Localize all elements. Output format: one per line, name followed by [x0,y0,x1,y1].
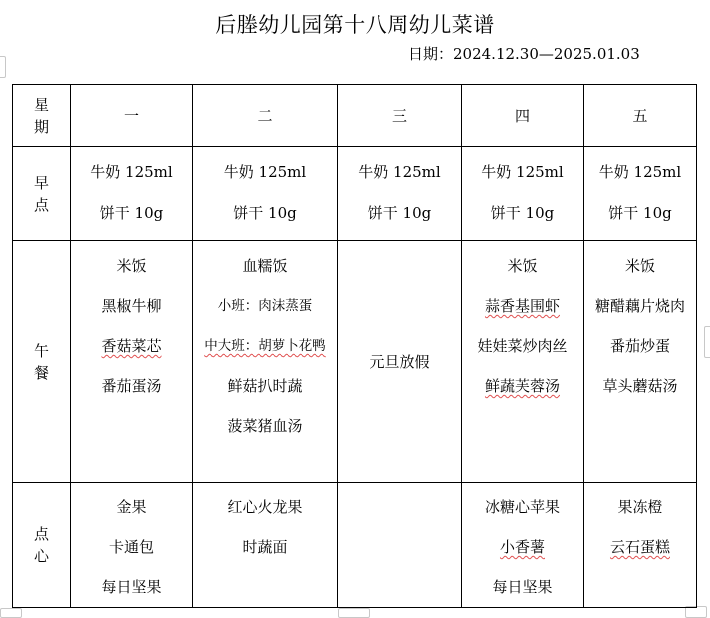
snack-cell [193,483,338,608]
menu-item: 中大班：胡萝卜花鸭 [204,338,326,354]
breakfast-cell [71,147,193,241]
day-header-text: 五 [632,107,648,125]
menu-item: 果冻橙 [617,498,663,516]
snack-cell [462,483,584,608]
menu-item: 牛奶 125ml [358,163,441,181]
breakfast-row [13,147,697,241]
menu-item: 冰糖心苹果 [484,498,560,516]
menu-item: 番茄蛋汤 [101,377,162,395]
menu-item: 牛奶 125ml [598,163,682,181]
edge-marker-left [0,56,6,78]
menu-item: 番茄炒蛋 [609,337,670,355]
menu-table [12,84,697,608]
menu-item: 米饭 [116,257,147,275]
breakfast-cell [338,147,462,241]
day-header-text: 一 [123,107,139,125]
menu-item: 卡通包 [108,538,154,556]
menu-item: 饼干 10g [99,204,164,222]
lunch-cell [193,241,338,483]
menu-item: 小班：肉沫蒸蛋 [217,298,313,314]
page-title: 后塍幼儿园第十八周幼儿菜谱 [215,13,495,37]
lunch-row [13,241,697,483]
menu-item: 牛奶 125ml [90,163,173,181]
lunch-cell [584,241,697,483]
menu-item: 饼干 10g [367,204,432,222]
row-label-breakfast [13,147,71,241]
menu-item: 饼干 10g [608,204,672,222]
menu-item: 牛奶 125ml [481,163,564,181]
snack-cell-empty [338,483,462,608]
menu-item: 鲜蔬芙蓉汤 [484,377,560,395]
holiday-note: 元旦放假 [369,353,430,371]
day-header [584,85,697,147]
row-label-snack [13,483,71,608]
row-label-lunch [13,241,71,483]
day-header [193,85,338,147]
lunch-cell [338,241,462,483]
snack-row [13,483,697,608]
weekday-header-text: 星 期 [33,95,49,136]
row-label-text: 午 餐 [33,341,49,382]
menu-item: 草头蘑菇汤 [602,377,678,395]
menu-item: 菠菜猪血汤 [227,417,303,435]
menu-item: 香菇菜芯 [101,337,162,355]
breakfast-cell [584,147,697,241]
menu-item: 蒜香基围虾 [484,297,560,315]
lunch-cell [462,241,584,483]
menu-item: 牛奶 125ml [223,163,307,181]
snack-cell [584,483,697,608]
menu-item: 每日坚果 [492,578,553,596]
day-header-text: 四 [514,107,530,125]
menu-item: 鲜菇扒时蔬 [227,377,303,395]
snack-cell [71,483,193,608]
menu-item: 云石蛋糕 [609,538,670,556]
menu-item: 黑椒牛柳 [101,297,162,315]
day-header [338,85,462,147]
menu-item: 饼干 10g [233,204,297,222]
breakfast-cell [193,147,338,241]
menu-item: 米饭 [624,257,655,275]
edge-marker-bottom-center [338,608,370,618]
row-label-text: 点 心 [33,525,49,565]
menu-item: 饼干 10g [490,204,555,222]
header-row [13,85,697,147]
day-header [462,85,584,147]
day-header [71,85,193,147]
menu-item: 红心火龙果 [227,498,303,516]
edge-marker-right [704,326,710,358]
lunch-cell [71,241,193,483]
menu-item: 米饭 [507,257,538,275]
day-header-text: 三 [391,107,407,125]
menu-item: 娃娃菜炒肉丝 [477,337,568,355]
breakfast-cell [462,147,584,241]
date-line: 日期：2024.12.30—2025.01.03 [408,45,640,63]
edge-marker-bottom-left [0,608,22,618]
menu-item: 时蔬面 [242,538,288,556]
menu-item: 金果 [116,498,147,516]
row-label-text: 早 点 [33,173,49,214]
menu-item: 小香薯 [499,538,545,556]
menu-item: 血糯饭 [242,257,288,275]
weekday-header-label [13,85,71,147]
menu-item: 每日坚果 [101,578,162,596]
day-header-text: 二 [257,107,273,125]
menu-item: 糖醋藕片烧肉 [594,297,685,315]
